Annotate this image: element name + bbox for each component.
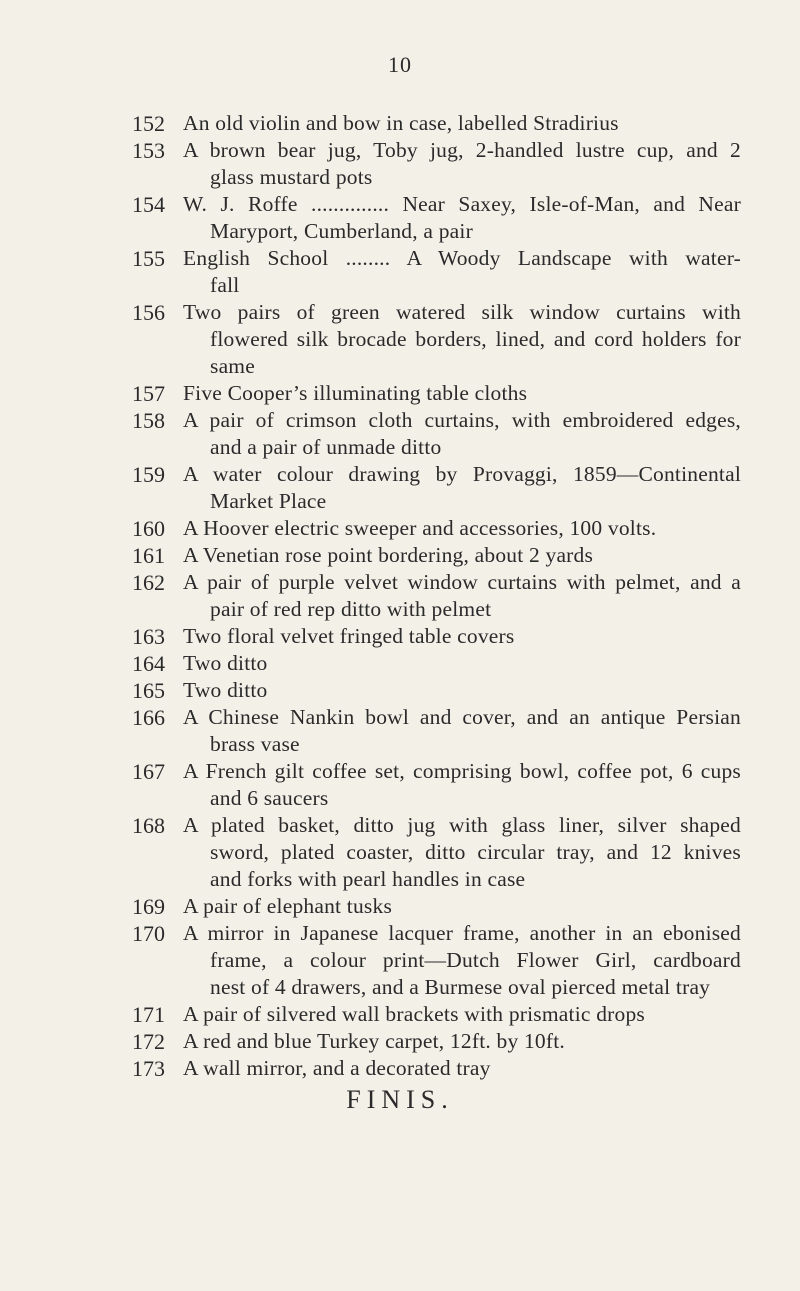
lot-description-line: A pair of elephant tusks <box>183 894 393 918</box>
lot-description <box>183 893 741 920</box>
lot-description <box>183 191 741 245</box>
lot-description <box>183 650 741 677</box>
lot-description <box>183 623 741 650</box>
lot-description <box>183 758 741 812</box>
lot-number: 160 <box>132 516 165 541</box>
lot-description-line: A water colour drawing by Provaggi, 1859—Continental <box>183 462 741 486</box>
lot-number: 152 <box>132 111 165 136</box>
lot-number: 153 <box>132 138 165 163</box>
lot-number: 161 <box>132 543 165 568</box>
lot-description-line: Two ditto <box>183 651 268 675</box>
lot-number: 169 <box>132 894 165 919</box>
lot-description-line: An old violin and bow in case, labelled Stradirius <box>183 111 619 135</box>
lot-number: 157 <box>132 381 165 406</box>
lot-number: 172 <box>132 1029 165 1054</box>
lot-description-line: A plated basket, ditto jug with glass liner, silver shaped <box>183 813 741 837</box>
lot-description-line: fall <box>210 273 240 297</box>
lot-number: 164 <box>132 651 165 676</box>
lot-description-line: A Hoover electric sweeper and accessories, 100 volts. <box>183 516 657 540</box>
lot-number: 166 <box>132 705 165 730</box>
lot-description-line: Two floral velvet fringed table covers <box>183 624 515 648</box>
lot-description-line: A wall mirror, and a decorated tray <box>183 1056 491 1080</box>
lot-description-line: A Chinese Nankin bowl and cover, and an antique Persian <box>183 705 741 729</box>
lot-description-line: W. J. Roffe .............. Near Saxey, Isle-of-Man, and Near <box>183 192 741 216</box>
lot-description-line: A pair of purple velvet window curtains with pelmet, and a <box>183 570 741 594</box>
lot-description-line: and forks with pearl handles in case <box>210 867 526 891</box>
lot-description-line: Five Cooper’s illuminating table cloths <box>183 381 528 405</box>
lot-description <box>183 569 741 623</box>
lot-description-line: A Venetian rose point bordering, about 2 yards <box>183 543 594 567</box>
lot-number: 165 <box>132 678 165 703</box>
page-number: 10 <box>388 52 412 77</box>
lot-description <box>183 137 741 191</box>
lot-description-line: A pair of crimson cloth curtains, with embroidered edges, <box>183 408 741 432</box>
lot-description <box>183 812 741 893</box>
lot-description-line: A pair of silvered wall brackets with prismatic drops <box>183 1002 645 1026</box>
lot-number: 155 <box>132 246 165 271</box>
lot-description-line: sword, plated coaster, ditto circular tray, and 12 knives <box>210 840 741 864</box>
lot-description <box>183 542 741 569</box>
lot-description-line: nest of 4 drawers, and a Burmese oval pierced metal tray <box>210 975 711 999</box>
lot-number: 154 <box>132 192 165 217</box>
lot-number: 171 <box>132 1002 165 1027</box>
lot-description-line: A red and blue Turkey carpet, 12ft. by 10ft. <box>183 1029 565 1053</box>
lot-description <box>183 704 741 758</box>
lot-description-line: brass vase <box>210 732 300 756</box>
lot-description-line: A brown bear jug, Toby jug, 2-handled lustre cup, and 2 <box>183 138 741 162</box>
lot-description-line: A mirror in Japanese lacquer frame, another in an ebonised <box>183 921 741 945</box>
lot-description-line: pair of red rep ditto with pelmet <box>210 597 492 621</box>
lot-number: 168 <box>132 813 165 838</box>
lot-number: 158 <box>132 408 165 433</box>
lot-description <box>183 1001 741 1028</box>
lot-number: 159 <box>132 462 165 487</box>
lot-description <box>183 407 741 461</box>
lot-description-line: and a pair of unmade ditto <box>210 435 442 459</box>
lot-description <box>183 1028 741 1055</box>
lot-description <box>183 515 741 542</box>
lot-description-line: A French gilt coffee set, comprising bowl, coffee pot, 6 cups <box>183 759 741 783</box>
lot-description-line: glass mustard pots <box>210 165 373 189</box>
lot-description <box>183 920 741 1001</box>
lot-description <box>183 461 741 515</box>
lot-description-line: Two ditto <box>183 678 268 702</box>
lot-number: 163 <box>132 624 165 649</box>
lot-number: 167 <box>132 759 165 784</box>
lot-description-line: English School ........ A Woody Landscape with water- <box>183 246 741 270</box>
lot-description <box>183 677 741 704</box>
lot-number: 170 <box>132 921 165 946</box>
lot-number: 173 <box>132 1056 165 1081</box>
lot-description-line: Market Place <box>210 489 327 513</box>
lot-description-line: Two pairs of green watered silk window curtains with <box>183 300 741 324</box>
lot-description <box>183 299 741 380</box>
lot-description <box>183 380 741 407</box>
lot-number: 162 <box>132 570 165 595</box>
lot-description-line: and 6 saucers <box>210 786 329 810</box>
lot-description <box>183 110 741 137</box>
lot-description-line: flowered silk brocade borders, lined, and cord holders for <box>210 327 741 351</box>
lot-description-line: Maryport, Cumberland, a pair <box>210 219 473 243</box>
lot-description <box>183 245 741 299</box>
finis-text: FINIS. <box>346 1085 454 1114</box>
lot-description-line: same <box>210 354 255 378</box>
lot-description <box>183 1055 741 1082</box>
lot-number: 156 <box>132 300 165 325</box>
lot-description-line: frame, a colour print—Dutch Flower Girl, cardboard <box>210 948 741 972</box>
